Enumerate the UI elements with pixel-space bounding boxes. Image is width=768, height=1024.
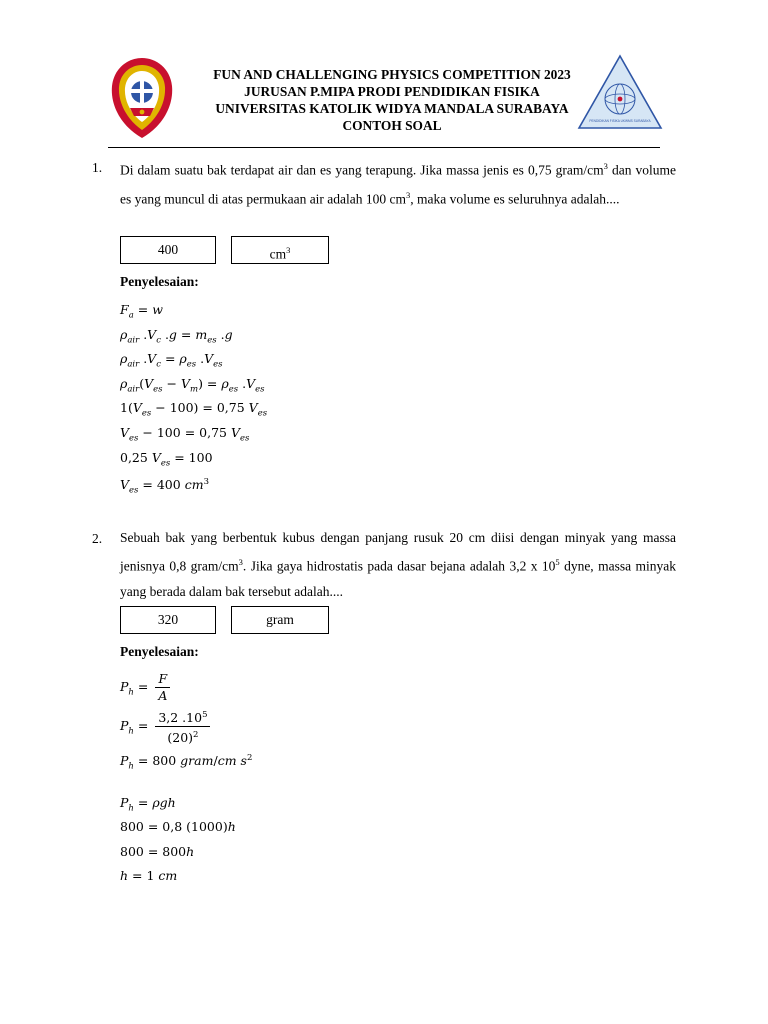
physics-department-triangle-logo-icon — [576, 52, 664, 132]
university-crest-icon — [108, 56, 176, 140]
question-text: Di dalam suatu bak terdapat air dan es yang terapung. Jika massa jenis es 0,75 gram/$cm^3$ dan volume es yang muncul di atas permukaan air adalah 100 $cm^3$, maka volume es seluruhnya adalah.... — [120, 161, 676, 206]
equation: $\rho_{air}$ $.V_c = \rho_{es}$ $.V_{es}$ — [120, 351, 223, 370]
equation: 800 = 0,8 (1000)h — [120, 819, 236, 835]
question-text: Sebuah bak yang berbentuk kubus dengan panjang rusuk 20 cm diisi dengan minyak yang massa jenisnya 0,8 gram/$cm^3$. Jika gaya hidrostatis pada dasar bejana adalah 3,2 x $10^5$ dyne, massa minyak yang berada dalam bak tersebut adalah.... — [120, 530, 676, 599]
header-divider — [108, 147, 660, 148]
solution-2 — [120, 644, 252, 889]
solution-1 — [120, 274, 267, 495]
document-header — [108, 52, 660, 142]
solution-title: Penyelesaian: — [120, 644, 199, 659]
equation: $\rho_{air}$ $.V_c$ $.g = m_{es}$ .g — [120, 326, 233, 346]
answer-value-box: 320 — [120, 606, 216, 634]
answer-value-box: 400 — [120, 236, 216, 264]
equation: $V_{es} = 400$ $cm^3$ — [120, 477, 209, 496]
document-subtitle: CONTOH SOAL — [342, 118, 442, 133]
university-title: UNIVERSITAS KATOLIK WIDYA MANDALA SURABAYA — [215, 101, 569, 116]
department-title: JURUSAN P.MIPA PRODI PENDIDIKAN FISIKA — [244, 84, 540, 99]
equation: $P_h = \rho gh$ — [120, 794, 176, 814]
equation: $F_a = w$ — [120, 302, 163, 321]
equation: $\rho_{air}(V_{es} - V_m) = \rho_{es}$ $.V_{es}$ — [120, 375, 265, 395]
equation: 0,25 $V_{es} = 100$ — [120, 449, 213, 469]
equation: $V_{es} - 100 = 0,75$ $V_{es}$ — [120, 424, 250, 444]
equation: h = 1 cm — [120, 868, 178, 884]
competition-title: FUN AND CHALLENGING PHYSICS COMPETITION 2023 — [213, 67, 571, 82]
solution-title: Penyelesaian: — [120, 274, 199, 289]
answer-unit-box: gram — [231, 606, 329, 634]
equation: $P_h$ = $\frac{F}{A}$ — [120, 668, 252, 706]
equation: $1(V_{es} - 100) = 0,75$ $V_{es}$ — [120, 400, 268, 419]
header-title-block — [182, 66, 602, 134]
question-number: 2. — [92, 531, 103, 546]
answer-unit-box: $cm^3$ — [231, 236, 329, 264]
question-number: 1. — [92, 160, 103, 175]
equation: $P_h$ = $\frac{3,2 .10^5}{(20)^2}$ — [120, 706, 252, 746]
equation: $P_h = 800$ gram/cm $s^2$ — [120, 753, 253, 772]
logo-right-caption: PENDIDIKAN FISIKA UKWMS SURABAYA — [589, 119, 651, 123]
equation: 800 = 800h — [120, 843, 195, 859]
